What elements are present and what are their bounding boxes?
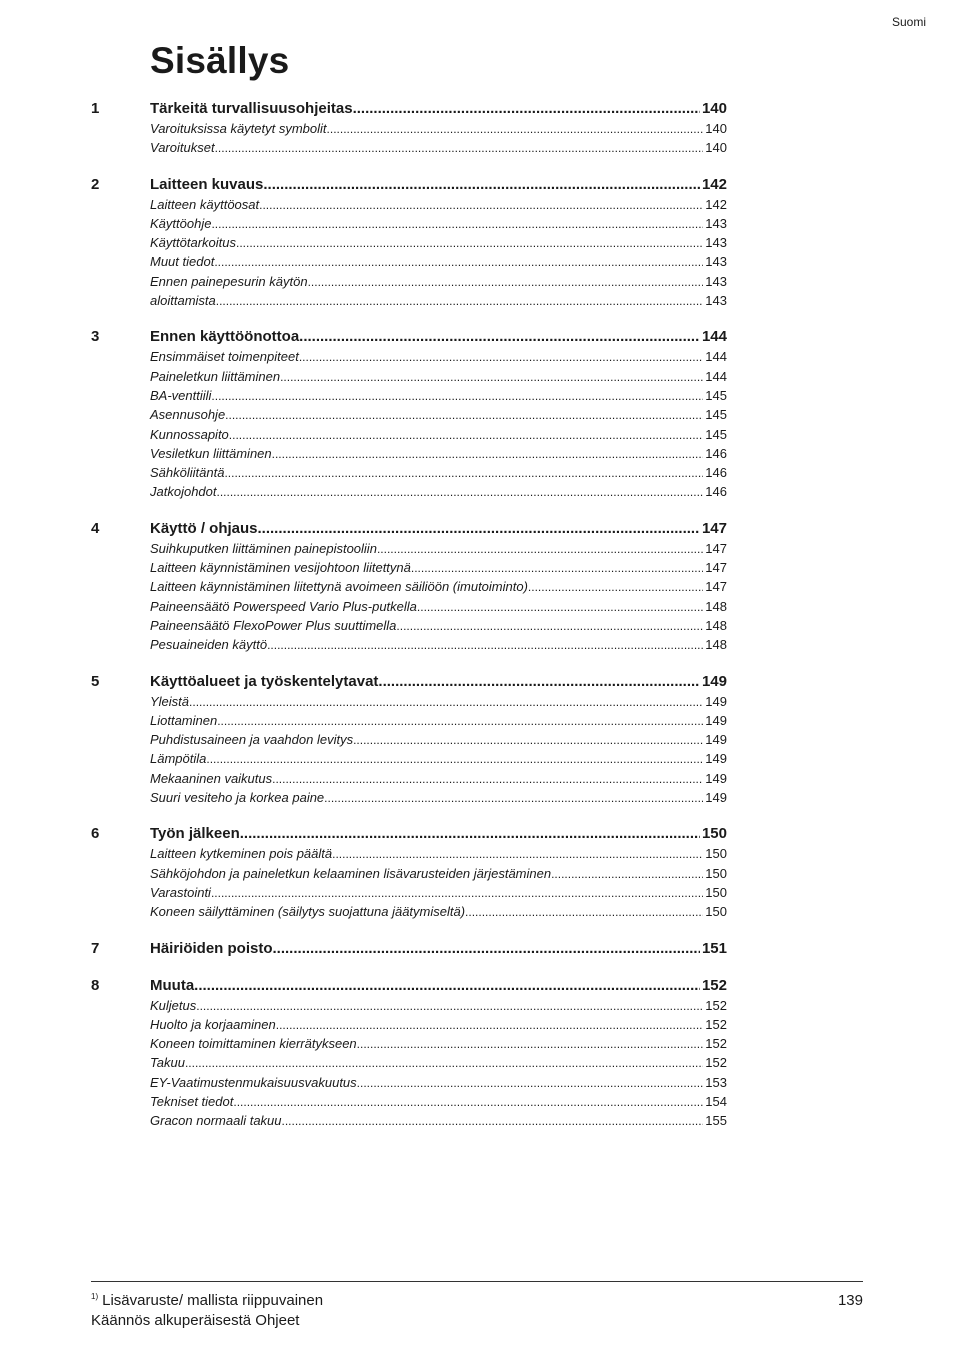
entry-line bbox=[150, 347, 727, 367]
entry-line bbox=[150, 291, 727, 311]
entry-line bbox=[150, 635, 727, 655]
toc-section-heading[interactable] bbox=[91, 824, 727, 844]
entry-line bbox=[150, 749, 727, 769]
entry-line bbox=[150, 1053, 727, 1073]
dot-leader bbox=[233, 1093, 703, 1112]
toc-entry[interactable] bbox=[91, 730, 727, 749]
entry-title: Laitteen käynnistäminen vesijohtoon liitettynä bbox=[150, 560, 411, 576]
entry-line bbox=[150, 1073, 727, 1093]
entry-line bbox=[150, 252, 727, 272]
dot-leader bbox=[225, 406, 703, 425]
entry-title: Kunnossapito bbox=[150, 426, 229, 442]
entry-line bbox=[150, 539, 727, 559]
entry-line bbox=[150, 1092, 727, 1112]
translation-note: Käännös alkuperäisestä Ohjeet bbox=[91, 1312, 300, 1329]
dot-leader bbox=[324, 789, 703, 808]
toc-entry[interactable] bbox=[91, 864, 727, 883]
entry-line bbox=[150, 730, 727, 750]
dot-leader bbox=[357, 1035, 704, 1054]
entry-page-number: 140 bbox=[705, 140, 727, 156]
dot-leader bbox=[189, 693, 703, 712]
entry-page-number: 142 bbox=[705, 196, 727, 212]
entry-page-number: 152 bbox=[705, 997, 727, 1013]
section-entry bbox=[150, 672, 727, 692]
dot-leader bbox=[217, 712, 703, 731]
entry-page-number: 149 bbox=[705, 770, 727, 786]
dot-leader bbox=[215, 139, 704, 158]
entry-line bbox=[150, 233, 727, 253]
table-of-contents bbox=[91, 99, 727, 1148]
toc-entry[interactable] bbox=[91, 444, 727, 463]
footnote bbox=[91, 1292, 323, 1309]
footnote-text: Lisävaruste/ mallista riippuvainen bbox=[102, 1292, 324, 1309]
entry-title: Mekaaninen vaikutus bbox=[150, 770, 273, 786]
entry-title: Ennen painepesurin käytön bbox=[150, 273, 308, 289]
entry-page-number: 155 bbox=[705, 1113, 727, 1129]
section-number: 3 bbox=[91, 328, 100, 346]
entry-title: Puhdistusaineen ja vaahdon levitys bbox=[150, 732, 354, 748]
dot-leader bbox=[417, 598, 703, 617]
toc-section-heading[interactable] bbox=[91, 99, 727, 119]
toc-entry[interactable] bbox=[91, 214, 727, 233]
entry-title: Varoituksissa käytetyt symbolit bbox=[150, 121, 327, 136]
entry-page-number: 148 bbox=[705, 637, 727, 653]
dot-leader bbox=[353, 731, 703, 750]
entry-line bbox=[150, 711, 727, 731]
entry-line bbox=[150, 692, 727, 712]
entry-line bbox=[150, 367, 727, 387]
entry-title: Suihkuputken liittäminen painepistooliin bbox=[150, 540, 377, 556]
dot-leader bbox=[267, 636, 703, 655]
entry-page-number: 145 bbox=[705, 426, 727, 442]
entry-page-number: 146 bbox=[705, 445, 727, 461]
toc-entry[interactable] bbox=[91, 1034, 727, 1053]
entry-line bbox=[150, 558, 727, 578]
entry-page-number: 150 bbox=[705, 904, 727, 920]
toc-section-heading[interactable] bbox=[91, 939, 727, 959]
dot-leader bbox=[377, 540, 703, 559]
section-entry bbox=[150, 939, 727, 959]
dot-leader bbox=[272, 770, 703, 789]
section-number: 6 bbox=[91, 825, 100, 843]
section-page-number: 147 bbox=[701, 519, 727, 537]
toc-section-heading[interactable] bbox=[91, 175, 727, 195]
entry-title: Asennusohje bbox=[150, 407, 226, 423]
entry-page-number: 144 bbox=[705, 349, 727, 365]
entry-title: BA-venttiili bbox=[150, 387, 212, 403]
entry-line bbox=[150, 425, 727, 445]
section-number: 4 bbox=[91, 519, 100, 537]
entry-line bbox=[150, 577, 727, 597]
dot-leader bbox=[280, 368, 703, 387]
toc-entry[interactable] bbox=[91, 558, 727, 577]
entry-title: Paineensäätö Powerspeed Vario Plus-putkella bbox=[150, 598, 417, 614]
entry-title: Gracon normaali takuu bbox=[150, 1113, 282, 1129]
entry-title: Käyttöohje bbox=[150, 215, 212, 231]
page-number: 139 bbox=[837, 1292, 863, 1309]
dot-leader bbox=[224, 464, 703, 483]
entry-line bbox=[150, 1111, 727, 1131]
toc-entry[interactable] bbox=[91, 844, 727, 863]
entry-title: Yleistä bbox=[150, 693, 190, 709]
dot-leader bbox=[353, 99, 700, 119]
toc-entry[interactable] bbox=[91, 1053, 727, 1072]
footer-divider bbox=[91, 1281, 863, 1282]
entry-page-number: 143 bbox=[705, 273, 727, 289]
entry-line bbox=[150, 386, 727, 406]
dot-leader bbox=[236, 234, 703, 253]
entry-title: Takuu bbox=[150, 1055, 185, 1071]
dot-leader bbox=[357, 1074, 704, 1093]
entry-page-number: 148 bbox=[705, 598, 727, 614]
page-title: Sisällys bbox=[150, 40, 290, 81]
entry-title: Varoitukset bbox=[150, 140, 215, 156]
section-page-number: 142 bbox=[701, 175, 727, 193]
dot-leader bbox=[217, 483, 704, 502]
section-title: Häiriöiden poisto bbox=[150, 939, 273, 957]
toc-entry[interactable] bbox=[91, 597, 727, 616]
entry-page-number: 149 bbox=[705, 751, 727, 767]
toc-entry[interactable] bbox=[91, 482, 727, 501]
toc-entry[interactable] bbox=[91, 138, 727, 157]
entry-title: Paineletkun liittäminen bbox=[150, 368, 281, 384]
toc-entry[interactable] bbox=[91, 883, 727, 902]
section-entry bbox=[150, 327, 727, 347]
section-number: 2 bbox=[91, 175, 100, 193]
toc-entry[interactable] bbox=[91, 902, 727, 921]
toc-section-heading[interactable] bbox=[91, 672, 727, 692]
entry-title: Pesuaineiden käyttö bbox=[150, 637, 268, 653]
section-title: Laitteen kuvaus bbox=[150, 175, 264, 193]
dot-leader bbox=[229, 426, 704, 445]
dot-leader bbox=[194, 976, 700, 996]
toc-entry[interactable] bbox=[91, 119, 727, 138]
section-title: Työn jälkeen bbox=[150, 825, 240, 843]
dot-leader bbox=[211, 215, 703, 234]
entry-title: Laitteen käyttöosat bbox=[150, 196, 260, 212]
toc-entry[interactable] bbox=[91, 347, 727, 366]
entry-title: Paineensäätö FlexoPower Plus suuttimella bbox=[150, 617, 397, 633]
entry-page-number: 140 bbox=[705, 121, 727, 136]
entry-page-number: 143 bbox=[705, 293, 727, 309]
section-page-number: 149 bbox=[701, 672, 727, 690]
toc-section bbox=[91, 99, 727, 158]
toc-entry[interactable] bbox=[91, 788, 727, 807]
entry-line bbox=[150, 1015, 727, 1035]
section-title: Tärkeitä turvallisuusohjeitas bbox=[150, 100, 353, 117]
entry-page-number: 147 bbox=[705, 579, 727, 595]
entry-line bbox=[150, 272, 727, 292]
toc-section-heading[interactable] bbox=[91, 327, 727, 347]
section-number: 5 bbox=[91, 672, 100, 690]
toc-entry[interactable] bbox=[91, 539, 727, 558]
section-page-number: 150 bbox=[701, 825, 727, 843]
entry-page-number: 144 bbox=[705, 368, 727, 384]
entry-line bbox=[150, 616, 727, 636]
section-entry bbox=[150, 99, 727, 119]
dot-leader bbox=[206, 750, 703, 769]
section-entry bbox=[150, 976, 727, 996]
toc-section bbox=[91, 175, 727, 311]
toc-section bbox=[91, 672, 727, 808]
entry-page-number: 149 bbox=[705, 693, 727, 709]
toc-entry[interactable] bbox=[91, 996, 727, 1015]
dot-leader bbox=[272, 445, 704, 464]
entry-title: Kuljetus bbox=[150, 997, 197, 1013]
dot-leader bbox=[551, 865, 703, 884]
dot-leader bbox=[378, 672, 700, 692]
entry-line bbox=[150, 482, 727, 502]
entry-title: Koneen säilyttäminen (säilytys suojattuna jäätymiseltä) bbox=[150, 904, 466, 920]
toc-entry[interactable] bbox=[91, 405, 727, 424]
dot-leader bbox=[240, 824, 700, 844]
dot-leader bbox=[332, 845, 703, 864]
toc-entry[interactable] bbox=[91, 233, 727, 252]
dot-leader bbox=[273, 939, 700, 959]
dot-leader bbox=[259, 196, 703, 215]
toc-section-heading[interactable] bbox=[91, 976, 727, 996]
dot-leader bbox=[411, 559, 703, 578]
dot-leader bbox=[211, 387, 703, 406]
section-entry bbox=[150, 519, 727, 539]
language-label: Suomi bbox=[891, 15, 926, 29]
entry-title: Laitteen käynnistäminen liitettynä avoimeen säiliöön (imutoiminto) bbox=[150, 579, 528, 595]
section-page-number: 144 bbox=[701, 328, 727, 346]
entry-line bbox=[150, 119, 727, 139]
entry-line bbox=[150, 214, 727, 234]
toc-entry[interactable] bbox=[91, 769, 727, 788]
entry-title: Liottaminen bbox=[150, 712, 218, 728]
dot-leader bbox=[465, 903, 703, 922]
entry-line bbox=[150, 444, 727, 464]
toc-entry[interactable] bbox=[91, 1111, 727, 1130]
entry-page-number: 147 bbox=[705, 560, 727, 576]
entry-page-number: 150 bbox=[705, 846, 727, 862]
toc-entry[interactable] bbox=[91, 635, 727, 654]
entry-line bbox=[150, 844, 727, 864]
section-title: Käyttö / ohjaus bbox=[150, 519, 258, 537]
entry-line bbox=[150, 788, 727, 808]
toc-section bbox=[91, 327, 727, 501]
toc-entry[interactable] bbox=[91, 367, 727, 386]
toc-entry[interactable] bbox=[91, 749, 727, 768]
entry-page-number: 149 bbox=[705, 712, 727, 728]
toc-entry[interactable] bbox=[91, 577, 727, 596]
entry-page-number: 146 bbox=[705, 484, 727, 500]
entry-page-number: 147 bbox=[705, 540, 727, 556]
dot-leader bbox=[185, 1054, 703, 1073]
entry-page-number: 145 bbox=[705, 387, 727, 403]
entry-page-number: 146 bbox=[705, 465, 727, 481]
section-page-number: 151 bbox=[701, 939, 727, 957]
entry-title: Muut tiedot bbox=[150, 254, 215, 270]
section-title: Ennen käyttöönottoa bbox=[150, 328, 300, 346]
dot-leader bbox=[263, 175, 700, 195]
entry-page-number: 143 bbox=[705, 254, 727, 270]
toc-entry[interactable] bbox=[91, 195, 727, 214]
entry-title: EY-Vaatimustenmukaisuusvakuutus bbox=[150, 1074, 357, 1090]
entry-page-number: 150 bbox=[705, 884, 727, 900]
section-number: 7 bbox=[91, 939, 100, 957]
toc-entry[interactable] bbox=[91, 463, 727, 482]
entry-line bbox=[150, 1034, 727, 1054]
toc-section bbox=[91, 824, 727, 921]
entry-line bbox=[150, 883, 727, 903]
entry-line bbox=[150, 463, 727, 483]
entry-line bbox=[150, 769, 727, 789]
entry-page-number: 145 bbox=[705, 407, 727, 423]
footnote-mark: 1) bbox=[91, 1292, 99, 1301]
toc-entry[interactable] bbox=[91, 272, 727, 291]
toc-entry[interactable] bbox=[91, 711, 727, 730]
section-page-number: 152 bbox=[701, 976, 727, 994]
entry-page-number: 152 bbox=[705, 1036, 727, 1052]
entry-line bbox=[150, 597, 727, 617]
toc-entry[interactable] bbox=[91, 1073, 727, 1092]
entry-title: Laitteen kytkeminen pois päältä bbox=[150, 846, 333, 862]
entry-title: Vesiletkun liittäminen bbox=[150, 445, 272, 461]
section-page-number: 140 bbox=[701, 100, 727, 117]
dot-leader bbox=[327, 120, 704, 139]
entry-title: Koneen toimittaminen kierrätykseen bbox=[150, 1036, 357, 1052]
entry-page-number: 149 bbox=[705, 790, 727, 806]
entry-page-number: 150 bbox=[705, 865, 727, 881]
section-number: 1 bbox=[91, 100, 100, 117]
toc-section-heading[interactable] bbox=[91, 519, 727, 539]
dot-leader bbox=[282, 1112, 704, 1131]
entry-title: Huolto ja korjaaminen bbox=[150, 1016, 276, 1032]
entry-title: Suuri vesiteho ja korkea paine bbox=[150, 790, 325, 806]
dot-leader bbox=[216, 292, 704, 311]
section-number: 8 bbox=[91, 976, 100, 994]
section-entry bbox=[150, 175, 727, 195]
entry-line bbox=[150, 864, 727, 884]
toc-entry[interactable] bbox=[91, 291, 727, 310]
toc-section bbox=[91, 519, 727, 655]
entry-title: Käyttötarkoitus bbox=[150, 235, 236, 251]
toc-entry[interactable] bbox=[91, 692, 727, 711]
toc-section bbox=[91, 939, 727, 959]
entry-title: Tekniset tiedot bbox=[150, 1093, 234, 1109]
toc-entry[interactable] bbox=[91, 252, 727, 271]
toc-entry[interactable] bbox=[91, 425, 727, 444]
section-entry bbox=[150, 824, 727, 844]
dot-leader bbox=[258, 519, 700, 539]
entry-title: Varastointi bbox=[150, 884, 211, 900]
dot-leader bbox=[528, 578, 703, 597]
entry-page-number: 143 bbox=[705, 235, 727, 251]
section-title: Muuta bbox=[150, 976, 195, 994]
dot-leader bbox=[299, 327, 700, 347]
entry-line bbox=[150, 195, 727, 215]
toc-entry[interactable] bbox=[91, 1015, 727, 1034]
entry-line bbox=[150, 405, 727, 425]
toc-entry[interactable] bbox=[91, 386, 727, 405]
entry-page-number: 152 bbox=[705, 1055, 727, 1071]
dot-leader bbox=[211, 884, 703, 903]
dot-leader bbox=[396, 617, 703, 636]
entry-page-number: 152 bbox=[705, 1016, 727, 1032]
entry-title: Sähköjohdon ja paineletkun kelaaminen lisävarusteiden järjestäminen bbox=[150, 865, 552, 881]
entry-title: Lämpötila bbox=[150, 751, 207, 767]
dot-leader bbox=[299, 348, 703, 367]
dot-leader bbox=[196, 997, 703, 1016]
entry-line bbox=[150, 138, 727, 158]
dot-leader bbox=[308, 273, 704, 292]
entry-title: aloittamista bbox=[150, 293, 216, 309]
entry-page-number: 149 bbox=[705, 732, 727, 748]
entry-title: Ensimmäiset toimenpiteet bbox=[150, 349, 299, 365]
entry-line bbox=[150, 902, 727, 922]
entry-title: Sähköliitäntä bbox=[150, 465, 225, 481]
entry-line bbox=[150, 996, 727, 1016]
dot-leader bbox=[276, 1016, 704, 1035]
toc-entry[interactable] bbox=[91, 1092, 727, 1111]
toc-entry[interactable] bbox=[91, 616, 727, 635]
section-title: Käyttöalueet ja työskentelytavat bbox=[150, 672, 379, 690]
toc-section bbox=[91, 976, 727, 1131]
dot-leader bbox=[214, 253, 703, 272]
entry-title: Jatkojohdot bbox=[150, 484, 217, 500]
entry-page-number: 143 bbox=[705, 215, 727, 231]
entry-page-number: 148 bbox=[705, 617, 727, 633]
entry-page-number: 154 bbox=[705, 1093, 727, 1109]
entry-page-number: 153 bbox=[705, 1074, 727, 1090]
